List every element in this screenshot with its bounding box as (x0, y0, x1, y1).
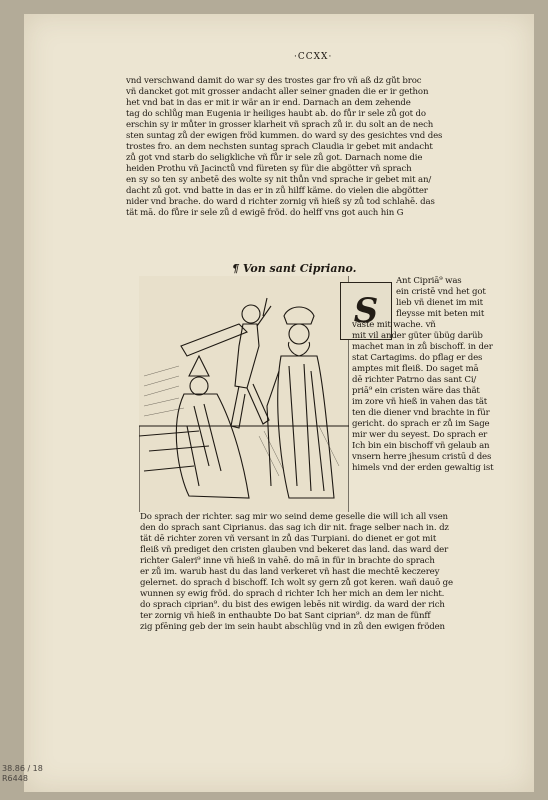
woodcut-illustration (139, 276, 349, 512)
text-line: tät mā. do fůre ir sele zů d ewigē fröd. do helff vns got auch hin G (126, 208, 404, 218)
text-line: ein cristē vnd het got (396, 287, 486, 297)
chapter-heading-text: Von sant Cipriano. (242, 262, 357, 275)
text-line: richter Galeri⁹ inne vñ hieß in vahē. do mā in für in brachte do sprach (140, 556, 435, 566)
text-line: Do sprach der richter. sag mir wo seind deme geselle die will ich all vsen (140, 512, 448, 522)
shelfmark-line: R6448 (2, 774, 28, 783)
text-line: tät dē richter zoren vñ versant in zů das Turpiani. do dienet er got mit (140, 534, 437, 544)
shelfmark (2, 764, 43, 784)
shelfmark-line: 38.86 / 18 (2, 764, 43, 773)
paragraph-2-top (396, 276, 504, 320)
text-line: amptes mit fleiß. Do saget mā (352, 364, 479, 374)
text-line: Ich bin ein bischoff vñ gelaub an (352, 441, 490, 451)
decorated-initial: S (340, 282, 392, 340)
text-line: wunnen sy ewig fröd. do sprach d richter Ich her mich an dem ler nicht. (140, 589, 445, 599)
text-line: fleiß vñ prediget den cristen glauben vnd bekeret das land. das ward der (140, 545, 449, 555)
folio-number: ·CCXX· (294, 52, 333, 62)
text-line: priā⁹ ein cristen wäre das thät (352, 386, 480, 396)
paragraph-3 (140, 512, 512, 633)
text-line: vaste mit wache. vñ (352, 320, 436, 330)
text-line: nider vnd brache. do ward d richter zornig vñ hieß sy zů tod schlahē. das (126, 197, 435, 207)
text-line: gericht. do sprach er zů im Sage (352, 419, 490, 429)
text-line: heiden Prothu vñ Jacinctů vnd füreten sy für die abgötter vñ sprach (126, 164, 412, 174)
text-line: mit vil ander güter übüg darüb (352, 331, 483, 341)
book-page (24, 14, 534, 792)
paragraph-mark-icon: ¶ (232, 262, 239, 275)
text-line: do sprach ciprian⁹. du bist des ewigen lebēs nit wirdig. da ward der rich (140, 600, 445, 610)
text-line: zig pfēning geb der im sein haubt abschlüg vnd in zů den ewigen fröden (140, 622, 445, 632)
text-line: lieb vñ dienet im mit (396, 298, 483, 308)
text-line: machet man in zů bischoff. in der (352, 342, 493, 352)
paragraph-1 (126, 76, 506, 219)
text-line: stat Cartagims. do pflag er des (352, 353, 483, 363)
text-line: sten suntag zů der ewigen fröd kummen. do ward sy des gesichtes vnd des (126, 131, 443, 141)
text-line: mir wer du seyest. Do sprach er (352, 430, 488, 440)
chapter-heading (232, 262, 356, 275)
text-line: himels vnd der erden gewaltig ist (352, 463, 494, 473)
text-line: trostes fro. an dem nechsten suntag sprach Claudia ir gebet mit andacht (126, 142, 433, 152)
text-line: vnd verschwand damit do war sy des trostes gar fro vñ aß dz gůt broc (126, 76, 422, 86)
text-line: fleysse mit beten mit (396, 309, 485, 319)
paragraph-2-middle (352, 320, 512, 474)
text-line: ter zornig vñ hieß in enthaubte Do bat Sant ciprian⁹. dz man de fünff (140, 611, 431, 621)
text-line: en sy so ten sy anbetē des wolte sy nit thůn vnd sprache ir gebet mit an/ (126, 175, 432, 185)
text-line: zů got vnd starb do seligkliche vñ fůr ir sele zů got. Darnach nome die (126, 153, 423, 163)
text-line: gelernet. do sprach d bischoff. Ich wolt sy gern zů got keren. wañ dauō ge (140, 578, 453, 588)
text-line: tag do schlůg man Eugenia ir heiliges haubt ab. do fůr ir sele zů got do (126, 109, 426, 119)
text-line: im zore vñ hieß in vahen das tät (352, 397, 488, 407)
text-line: er zů im. warub hast du das land verkeret vñ hast die mechtē keczerey (140, 567, 440, 577)
text-line: den do sprach sant Ciprianus. das sag ich dir nit. frage selber nach in. dz (140, 523, 449, 533)
text-line: Ant Cipriā⁹ was (396, 276, 462, 286)
text-line: dē richter Patrno das sant Ci/ (352, 375, 477, 385)
text-line: ten die diener vnd brachte in für (352, 408, 490, 418)
text-line: vnsern herre jhesum cristū d des (352, 452, 492, 462)
text-line: vñ dancket got mit grosser andacht aller seiner gnaden die er ir gethon (126, 87, 429, 97)
text-line: het vnd bat in das er mit ir wär an ir end. Darnach an dem zehende (126, 98, 411, 108)
text-line: dacht zů got. vnd batte in das er in zů hilff käme. do vielen die abgötter (126, 186, 428, 196)
text-line: erschin sy ir můter in grosser klarheit vñ sprach zů ir. du solt an de nech (126, 120, 434, 130)
